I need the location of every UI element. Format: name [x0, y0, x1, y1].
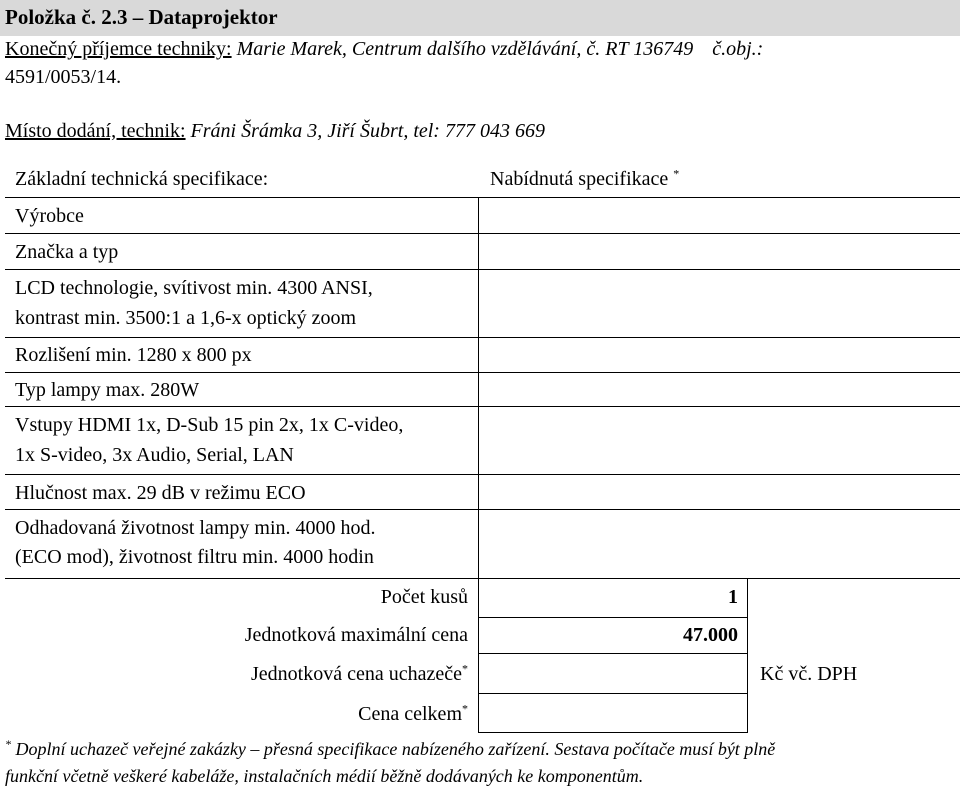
total-label	[200, 703, 468, 726]
price-rule	[478, 653, 747, 654]
price-rule	[478, 693, 747, 694]
table-rule	[5, 509, 960, 510]
qty-label: Počet kusů	[380, 586, 468, 608]
delivery-label: Místo dodání, technik:	[5, 120, 186, 142]
price-rule	[478, 617, 747, 618]
price-rule	[478, 732, 747, 733]
asterisk: *	[462, 701, 468, 716]
table-rule	[5, 233, 960, 234]
table-rule	[5, 372, 960, 373]
asterisk: *	[462, 661, 468, 676]
table-rule	[5, 578, 960, 579]
delivery-value: Fráni Šrámka 3, Jiří Šubrt, tel: 777 043 669	[190, 120, 545, 142]
max-price-value: 47.000	[683, 624, 738, 646]
order-label: č.obj.:	[712, 38, 764, 60]
max-price-label: Jednotková maximální cena	[244, 624, 468, 646]
footnote-line2: funkční včetně veškeré kabeláže, instalačních médií běžně dodávaných ke komponentům.	[5, 766, 644, 786]
table-divider	[478, 197, 479, 732]
item-title: Položka č. 2.3 – Dataprojektor	[5, 5, 278, 29]
order-value: 4591/0053/14.	[5, 66, 122, 88]
table-rule	[5, 269, 960, 270]
spec-row-technology-line1: LCD technologie, svítivost min. 4300 ANSI,	[15, 277, 373, 299]
spec-row-technology-line2: kontrast min. 3500:1 a 1,6-x optický zoom	[15, 307, 357, 329]
spec-header-right	[490, 168, 679, 191]
total-text: Cena celkem	[358, 703, 462, 725]
spec-row-lifetime-line2: (ECO mod), životnost filtru min. 4000 hodin	[15, 546, 374, 568]
table-rule	[5, 197, 960, 198]
bidder-price-text: Jednotková cena uchazeče	[251, 663, 462, 685]
qty-value: 1	[728, 586, 738, 608]
spec-row-lamp: Typ lampy max. 280W	[15, 379, 200, 401]
currency-note: Kč vč. DPH	[760, 663, 858, 685]
spec-row-lifetime-line1: Odhadovaná životnost lampy min. 4000 hod.	[15, 517, 376, 539]
footnote-line1	[5, 739, 775, 760]
table-rule	[5, 474, 960, 475]
spec-row-inputs-line2: 1x S-video, 3x Audio, Serial, LAN	[15, 444, 294, 466]
bidder-price-label	[150, 663, 468, 686]
footnote-text1: Doplní uchazeč veřejné zakázky – přesná specifikace nabízeného zařízení. Sestava počítače musí být plně	[15, 739, 776, 759]
asterisk: *	[5, 737, 11, 751]
spec-row-manufacturer: Výrobce	[15, 205, 84, 227]
price-divider	[747, 578, 748, 733]
table-rule	[5, 337, 960, 338]
spec-row-brand: Značka a typ	[15, 241, 119, 263]
spec-header-right-label: Nabídnutá specifikace	[490, 168, 669, 190]
recipient-value: Marie Marek, Centrum dalšího vzdělávání, č. RT 136749	[236, 38, 694, 60]
table-rule	[5, 406, 960, 407]
spec-header-left: Základní technická specifikace:	[15, 168, 269, 190]
recipient-label: Konečný příjemce techniky:	[5, 38, 232, 60]
spec-row-noise: Hlučnost max. 29 dB v režimu ECO	[15, 482, 306, 504]
delivery-line	[5, 120, 545, 143]
asterisk: *	[673, 166, 680, 181]
recipient-line	[5, 38, 763, 61]
spec-row-resolution: Rozlišení min. 1280 x 800 px	[15, 344, 252, 366]
spec-row-inputs-line1: Vstupy HDMI 1x, D-Sub 15 pin 2x, 1x C-video,	[15, 414, 404, 436]
